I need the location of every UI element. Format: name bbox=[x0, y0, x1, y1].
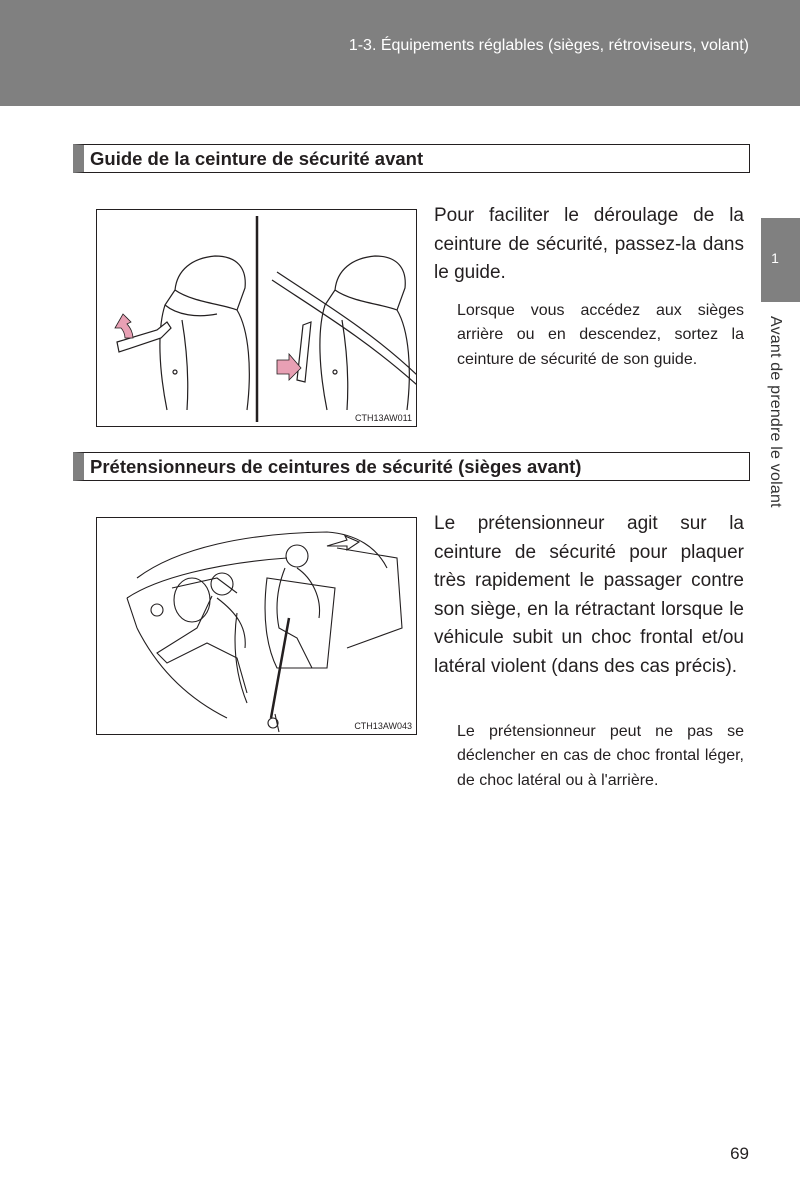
section-heading-seatbelt-guide bbox=[73, 144, 750, 173]
chapter-title: Avant de prendre le volant bbox=[767, 316, 784, 508]
arrow-up-pink-icon bbox=[115, 314, 133, 338]
section-heading-text: Prétensionneurs de ceintures de sécurité (sièges avant) bbox=[90, 455, 582, 477]
body-text: Le prétensionneur agit sur la ceinture de sécurité pour plaquer très rapidement le passager contre son siège, en la rétractant lorsque le véhicule subit un choc frontal et/ou latéral violent (dans des cas précis). bbox=[434, 513, 744, 677]
chapter-number: 1 bbox=[771, 250, 779, 266]
figure-code: CTH13AW043 bbox=[354, 721, 412, 731]
note-text: Lorsque vous accédez aux sièges arrière ou en descendez, sortez la ceinture de sécurité de son guide. bbox=[457, 302, 744, 368]
section-heading-text: Guide de la ceinture de sécurité avant bbox=[90, 147, 424, 169]
seatbelt-guide-illustration bbox=[96, 209, 417, 427]
page-header bbox=[0, 0, 800, 106]
seatbelt-guide-drawing bbox=[97, 210, 417, 427]
body-text: Pour faciliter le déroulage de la ceinture de sécurité, passez-la dans le guide. bbox=[434, 205, 744, 283]
pretensioner-illustration bbox=[96, 517, 417, 735]
section-title: 1-3. Équipements réglables (sièges, rétroviseurs, volant) bbox=[348, 37, 749, 54]
chapter-tab bbox=[761, 218, 800, 302]
note-text: Le prétensionneur peut ne pas se déclencher en cas de choc frontal léger, de choc latéral ou à l'arrière. bbox=[457, 723, 744, 789]
section-heading-pretensioners bbox=[73, 452, 750, 481]
figure-code: CTH13AW011 bbox=[354, 413, 412, 423]
pretensioner-drawing bbox=[97, 518, 417, 735]
page-number: 69 bbox=[730, 1144, 749, 1163]
